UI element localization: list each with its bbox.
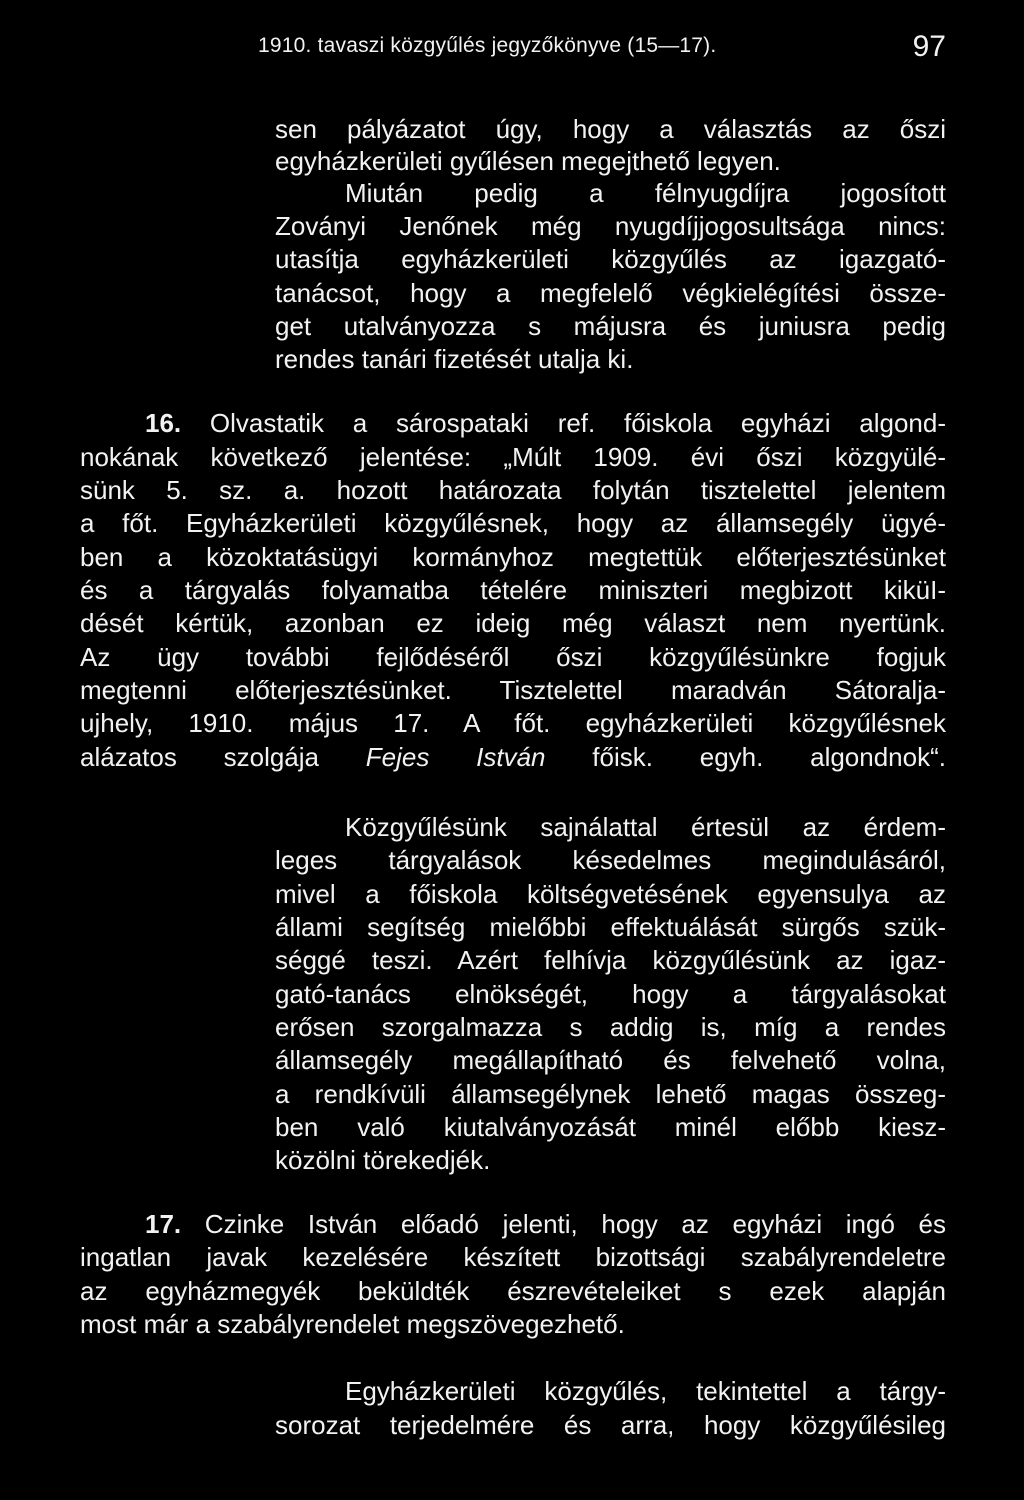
text-line: rendes tanári fizetését utalja ki.	[275, 344, 634, 374]
text-line: és a tárgyalás folyamatba tételére miniszteri megbizott kiküI-	[80, 575, 946, 605]
text-line: megtenni előterjesztésünket. Tisztelettel maradván Sátoralja-	[80, 675, 946, 705]
text-line: tanácsot, hogy a megfelelő végkielégítési össze-	[275, 278, 946, 308]
closing-text: főisk. egyh. algondnok“.	[545, 742, 946, 772]
text-line: gató-tanács elnökségét, hogy a tárgyalásokat	[275, 979, 946, 1009]
text-line: Egyházkerületi közgyűlés, tekintettel a tárgy-	[345, 1376, 946, 1406]
text-line: sünk 5. sz. a. hozott határozata folytán tisztelettel jelentem	[80, 475, 946, 505]
paragraph-17-first-line	[145, 1207, 946, 1241]
running-head: 1910. tavaszi közgyűlés jegyzőkönyve (15—17).	[258, 34, 717, 57]
text-line: séggé teszi. Azért felhívja közgyűlésünk az igaz-	[275, 945, 946, 975]
text-line: sen pályázatot úgy, hogy a választás az őszi	[275, 114, 946, 144]
text-line: ben való kiutalványozását minél előbb kiesz-	[275, 1112, 946, 1142]
text-line: leges tárgyalások késedelmes megindulásáról,	[275, 845, 946, 875]
text-line: Olvastatik a sárospataki ref. főiskola egyházi algond-	[209, 408, 946, 438]
paragraph-number: 17.	[145, 1209, 182, 1239]
text-line: Zoványi Jenőnek még nyugdíjjogosultsága nincs:	[275, 211, 946, 241]
text-line: ujhely, 1910. május 17. A főt. egyházkerületi közgyűlésnek	[80, 708, 946, 738]
signer-name: Fejes István	[365, 742, 546, 772]
closing-line	[80, 740, 946, 774]
page-header	[258, 30, 946, 70]
text-line: Az ügy további fejlődéséről őszi közgyűlésünkre fogjuk	[80, 642, 946, 672]
text-line: sorozat terjedelmére és arra, hogy közgyűlésileg	[275, 1410, 946, 1440]
text-line: Közgyűlésünk sajnálattal értesül az érdem-	[345, 812, 946, 842]
text-line: a főt. Egyházkerületi közgyűlésnek, hogy az államsegély ügyé-	[80, 508, 946, 538]
text-line: dését kértük, azonban ez ideig még választ nem nyertünk.	[80, 608, 946, 638]
text-line: az egyházmegyék beküldték észrevételeiket s ezek alapján	[80, 1276, 946, 1306]
text-line: államsegély megállapítható és felvehető volna,	[275, 1045, 946, 1075]
closing-text: alázatos szolgája	[80, 742, 366, 772]
text-line: Czinke István előadó jelenti, hogy az egyházi ingó és	[204, 1209, 946, 1239]
text-line: most már a szabályrendelet megszövegezhető.	[80, 1309, 625, 1339]
paragraph-number: 16.	[145, 408, 182, 438]
text-line: mivel a főiskola költségvetésének egyensulya az	[275, 879, 946, 909]
text-line: állami segítség mielőbbi effektuálását sürgős szük-	[275, 912, 946, 942]
paragraph-16-first-line	[145, 406, 946, 440]
text-line: Miután pedig a félnyugdíjra jogosított	[345, 178, 946, 208]
page-number: 97	[912, 30, 946, 63]
text-line: erősen szorgalmazza s addig is, míg a rendes	[275, 1012, 946, 1042]
text-line: közölni törekedjék.	[275, 1145, 491, 1175]
text-line: utasítja egyházkerületi közgyűlés az igazgató-	[275, 244, 946, 274]
text-line: a rendkívüli államsegélynek lehető magas összeg-	[275, 1079, 946, 1109]
text-line: ben a közoktatásügyi kormányhoz megtettük előterjesztésünket	[80, 542, 946, 572]
text-line: get utalványozza s májusra és juniusra pedig	[275, 311, 946, 341]
text-line: egyházkerületi gyűlésen megejthető legyen.	[275, 146, 781, 176]
text-line: ingatlan javak kezelésére készített bizottsági szabályrendeletre	[80, 1242, 946, 1272]
text-line: nokának következő jelentése: „Múlt 1909. évi őszi közgyülé-	[80, 442, 946, 472]
